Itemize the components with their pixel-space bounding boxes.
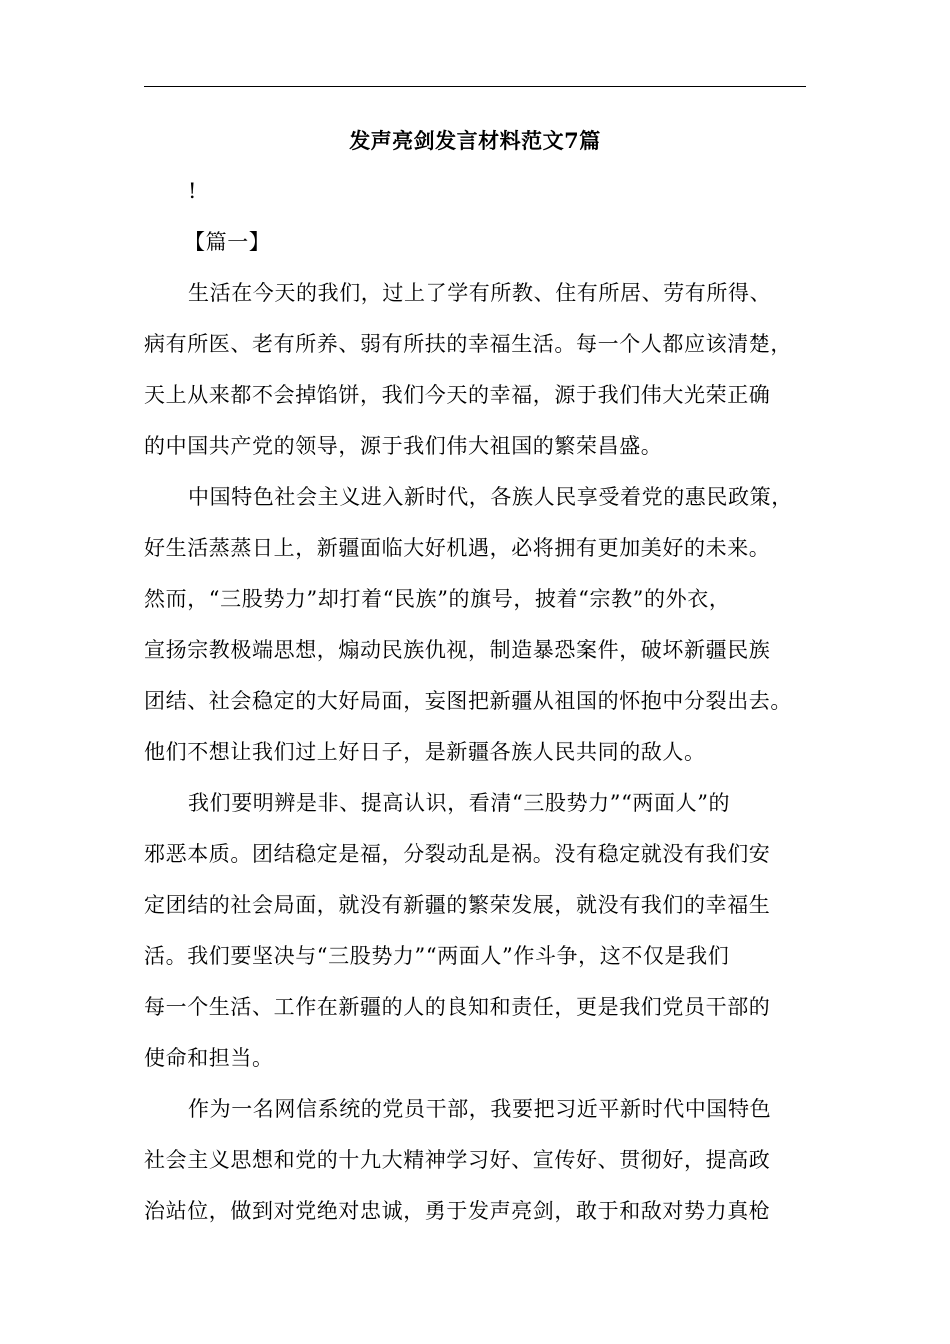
text-line: 生活在今天的我们，过上了学有所教、住有所居、劳有所得、 [188, 281, 772, 305]
text-line: 好生活蒸蒸日上，新疆面临大好机遇，必将拥有更加美好的未来。 [144, 536, 771, 560]
exclamation-mark: ! [188, 179, 198, 203]
text-line: 社会主义思想和党的十九大精神学习好、宣传好、贯彻好，提高政 [144, 1148, 771, 1172]
text-line: 治站位，做到对党绝对忠诚，勇于发声亮剑，敢于和敌对势力真枪 [144, 1199, 771, 1223]
text-line: 作为一名网信系统的党员干部，我要把习近平新时代中国特色 [188, 1097, 772, 1121]
document-title: 发声亮剑发言材料范文7篇 [349, 128, 601, 153]
text-line: 宣扬宗教极端思想，煽动民族仇视，制造暴恐案件，破坏新疆民族 [144, 638, 771, 662]
text-line: 团结、社会稳定的大好局面，妄图把新疆从祖国的怀抱中分裂出去。 [144, 689, 792, 713]
text-line: 的中国共产党的领导，源于我们伟大祖国的繁荣昌盛。 [144, 434, 663, 458]
text-line: 中国特色社会主义进入新时代，各族人民享受着党的惠民政策， [188, 485, 793, 509]
text-line: 天上从来都不会掉馅饼，我们今天的幸福，源于我们伟大光荣正确 [144, 383, 771, 407]
text-line: 每一个生活、工作在新疆的人的良知和责任，更是我们党员干部的 [144, 995, 771, 1019]
text-line: 活。我们要坚决与“三股势力”“两面人”作斗争，这不仅是我们 [144, 944, 730, 968]
section-heading: 【篇一】 [184, 230, 271, 254]
text-line: 我们要明辨是非、提高认识，看清“三股势力”“两面人”的 [188, 791, 731, 815]
text-line: 邪恶本质。团结稳定是福，分裂动乱是祸。没有稳定就没有我们安 [144, 842, 771, 866]
text-line: 病有所医、老有所养、弱有所扶的幸福生活。每一个人都应该清楚， [144, 332, 792, 356]
text-line: 使命和担当。 [144, 1046, 274, 1070]
text-line: 然而，“三股势力”却打着“民族”的旗号，披着“宗教”的外衣， [144, 587, 731, 611]
text-line: 他们不想让我们过上好日子，是新疆各族人民共同的敌人。 [144, 740, 706, 764]
header-rule [144, 86, 806, 87]
text-line: 定团结的社会局面，就没有新疆的繁荣发展，就没有我们的幸福生 [144, 893, 771, 917]
